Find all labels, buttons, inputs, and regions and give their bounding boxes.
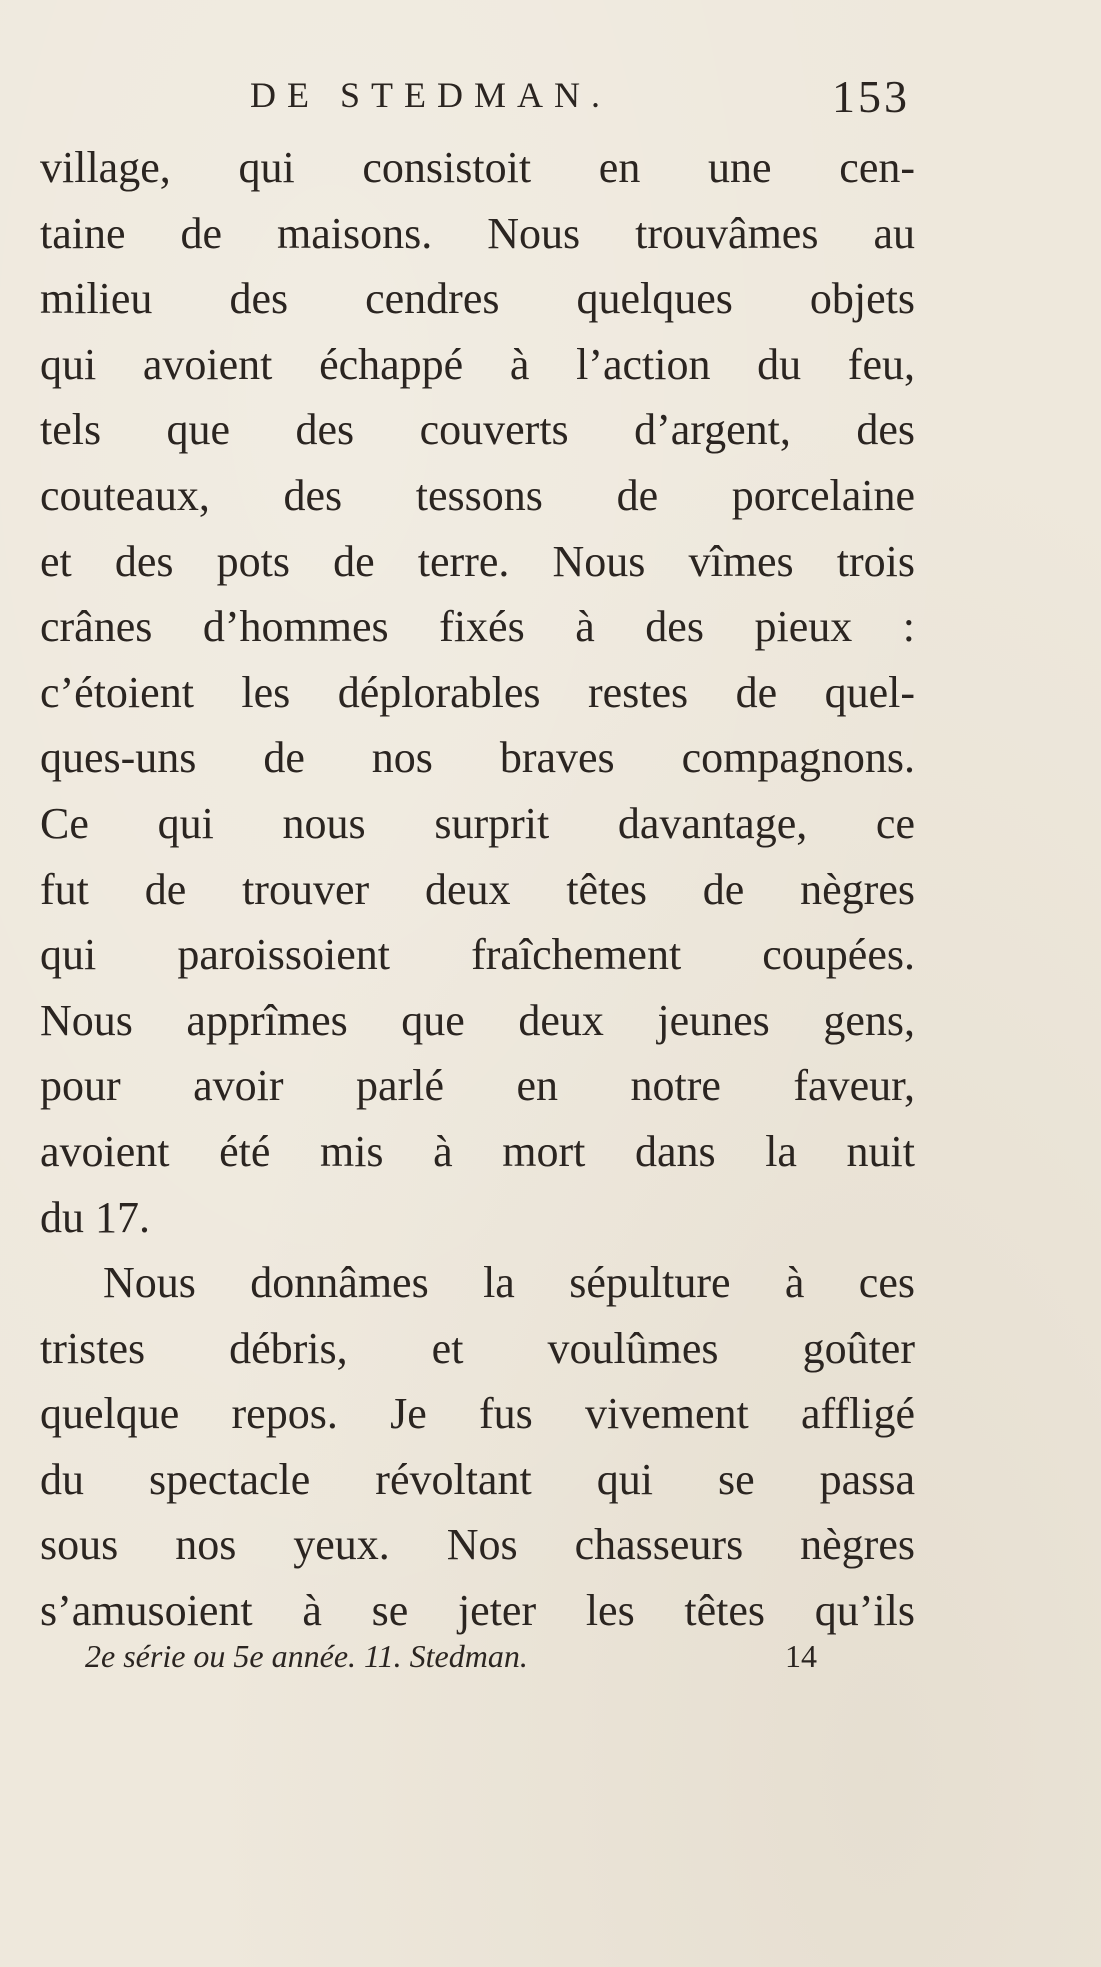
text-line: milieu des cendres quelques objets bbox=[40, 274, 915, 324]
text-line: crânes d’hommes fixés à des pieux : bbox=[40, 602, 915, 652]
body-text bbox=[40, 135, 915, 1644]
text-line: pour avoir parlé en notre faveur, bbox=[40, 1061, 915, 1111]
text-line: avoient été mis à mort dans la nuit bbox=[40, 1126, 915, 1176]
page-footer bbox=[85, 1638, 835, 1688]
text-line: Nous apprîmes que deux jeunes gens, bbox=[40, 995, 915, 1045]
signature-number: 14 bbox=[785, 1638, 817, 1674]
text-line: taine de maisons. Nous trouvâmes au bbox=[40, 208, 915, 258]
text-line: Nous donnâmes la sépulture à ces bbox=[103, 1258, 915, 1308]
text-line: tristes débris, et voulûmes goûter bbox=[40, 1323, 915, 1373]
text-line: couteaux, des tessons de porcelaine bbox=[40, 470, 915, 520]
text-line: qui avoient échappé à l’action du feu, bbox=[40, 339, 915, 389]
running-title: DE STEDMAN. bbox=[250, 75, 611, 115]
text-line: s’amusoient à se jeter les têtes qu’ils bbox=[40, 1586, 915, 1636]
text-line: quelque repos. Je fus vivement affligé bbox=[40, 1389, 915, 1439]
text-line: du spectacle révoltant qui se passa bbox=[40, 1454, 915, 1504]
text-line: c’étoient les déplorables restes de quel- bbox=[40, 667, 915, 717]
text-line: et des pots de terre. Nous vîmes trois bbox=[40, 536, 915, 586]
text-line: qui paroissoient fraîchement coupées. bbox=[40, 930, 915, 980]
signature-mark: 2e série ou 5e année. 11. Stedman. bbox=[85, 1638, 528, 1674]
text-line: du 17. bbox=[40, 1192, 150, 1242]
text-line: tels que des couverts d’argent, des bbox=[40, 405, 915, 455]
text-line: ques-uns de nos braves compagnons. bbox=[40, 733, 915, 783]
text-line: sous nos yeux. Nos chasseurs nègres bbox=[40, 1520, 915, 1570]
text-line: Ce qui nous surprit davantage, ce bbox=[40, 798, 915, 848]
page-number: 153 bbox=[832, 71, 910, 122]
page-header bbox=[250, 70, 910, 130]
text-line: fut de trouver deux têtes de nègres bbox=[40, 864, 915, 914]
text-line: village, qui consistoit en une cen- bbox=[40, 143, 915, 192]
